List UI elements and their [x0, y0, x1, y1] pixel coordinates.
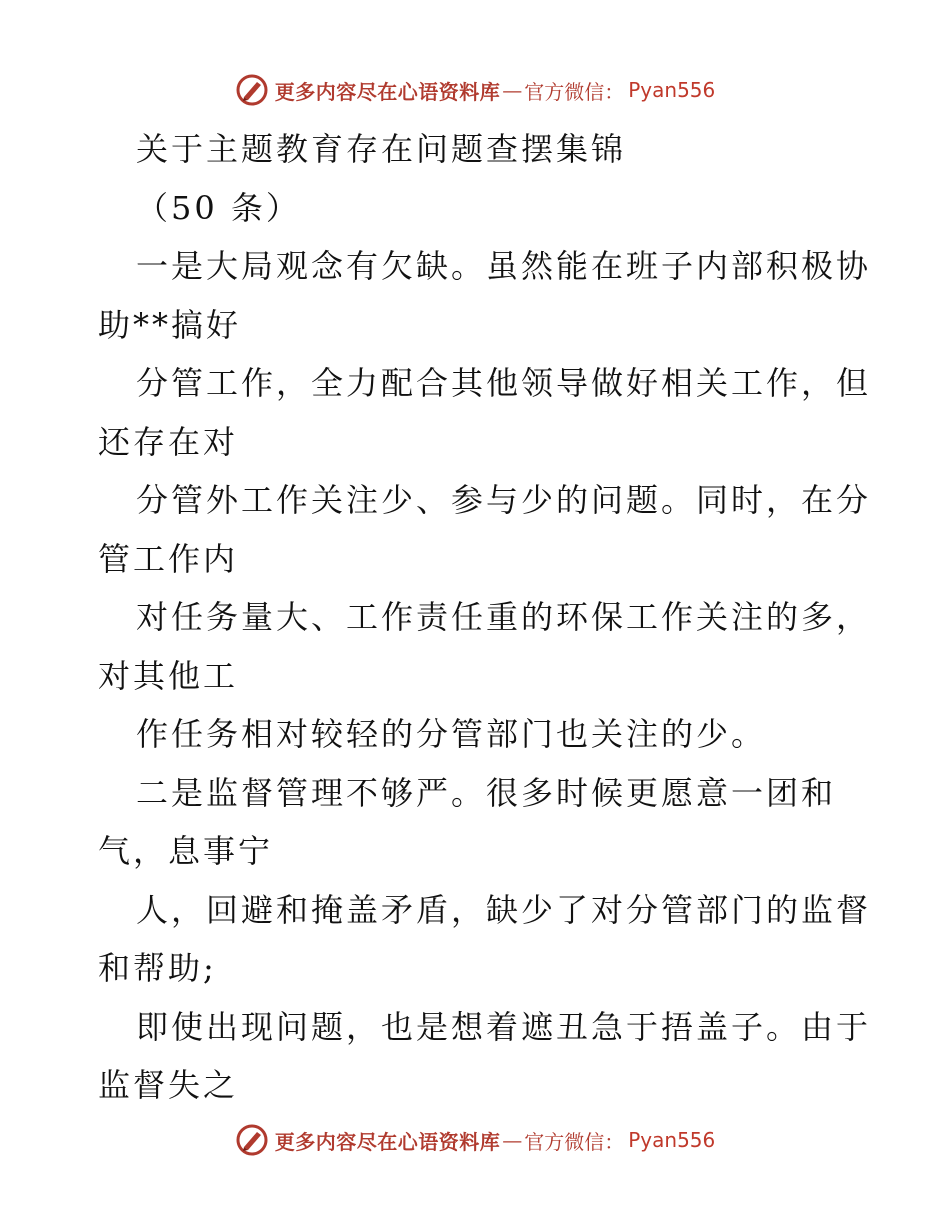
text-line: （50 条）: [136, 188, 301, 227]
document-body: [98, 120, 872, 1115]
text-line: 分管工作，全力配合其他领导做好相关工作，但: [136, 364, 872, 402]
banner-main-text: 更多内容尽在心语资料库: [274, 1129, 501, 1154]
text-line: 助**搞好: [98, 305, 242, 344]
text-line: 监督失之: [98, 1066, 239, 1104]
text-line: 对任务量大、工作责任重的环保工作关注的多，: [136, 598, 872, 636]
pen-logo-icon: [235, 1123, 269, 1157]
banner-dash: —: [502, 78, 523, 102]
text-line: 气，息事宁: [98, 832, 274, 870]
banner-main-text: 更多内容尽在心语资料库: [274, 79, 501, 104]
text-line: 分管外工作关注少、参与少的问题。同时，在分: [136, 481, 872, 519]
text-line: 二是监督管理不够严。很多时候更愿意一团和: [136, 773, 837, 812]
text-line: 作任务相对较轻的分管部门也关注的少。: [136, 715, 767, 753]
text-line: 管工作内: [98, 539, 239, 578]
text-line: 关于主题教育存在问题查摆集锦: [136, 130, 627, 168]
text-line: 和帮助;: [98, 949, 217, 987]
text-line: 即使出现问题，也是想着遮丑急于捂盖子。由于: [136, 1007, 872, 1046]
banner-handle: Pyan556: [628, 1128, 716, 1152]
text-line: 对其他工: [98, 656, 239, 695]
pen-logo-icon: [235, 73, 269, 107]
banner-sub-text: 官方微信：: [524, 79, 625, 104]
text-line: 还存在对: [98, 422, 239, 461]
banner-sub-text: 官方微信：: [524, 1129, 625, 1154]
text-line: 人，回避和掩盖矛盾，缺少了对分管部门的监督: [136, 890, 872, 929]
footer-banner: [0, 1120, 950, 1160]
text-line: 一是大局观念有欠缺。虽然能在班子内部积极协: [136, 247, 872, 285]
banner-dash: —: [502, 1128, 523, 1152]
header-banner: [0, 70, 950, 110]
banner-handle: Pyan556: [628, 78, 716, 102]
